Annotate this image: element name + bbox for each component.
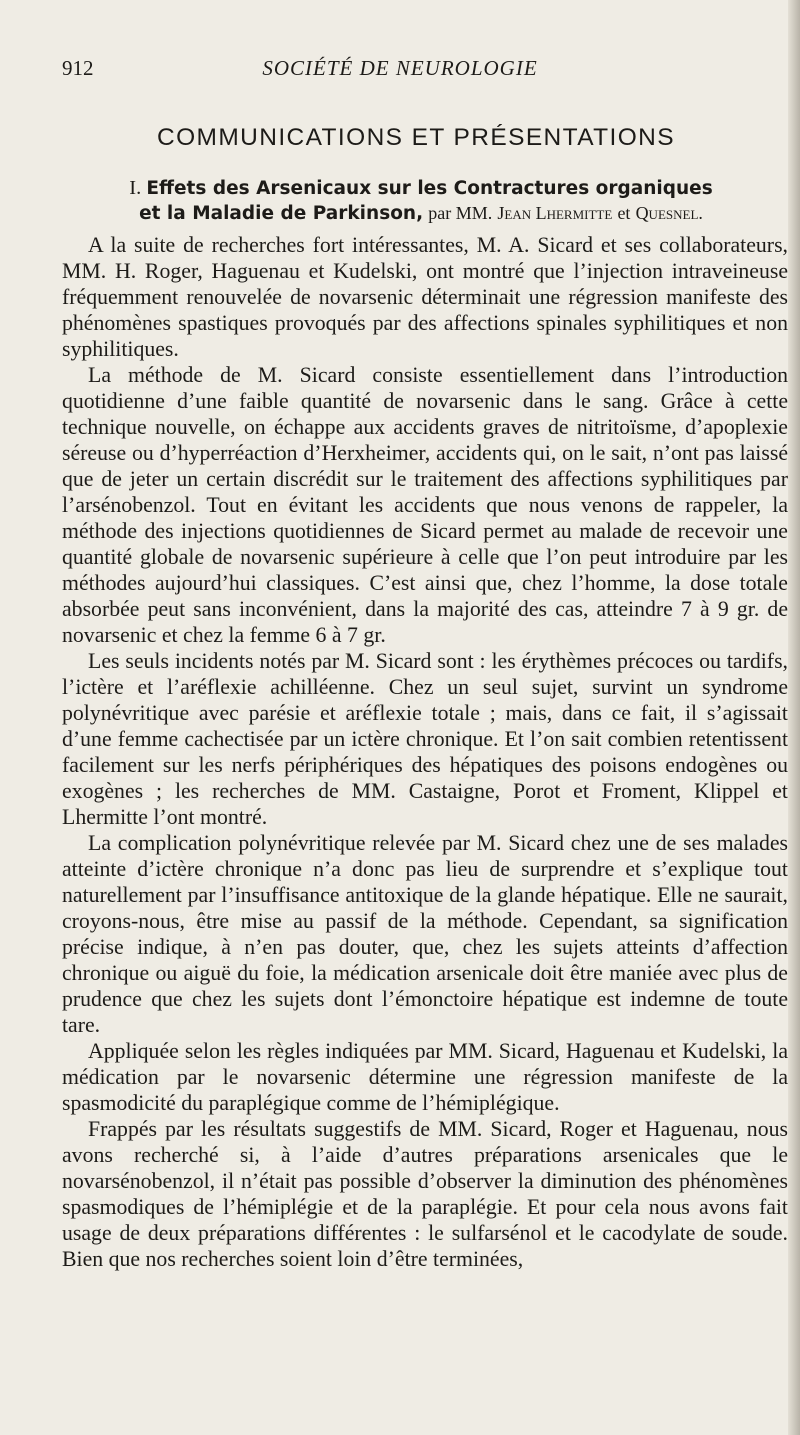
page-edge <box>788 0 800 1435</box>
byline-prefix: par MM. <box>428 203 493 223</box>
author-1: Jean Lhermitte <box>497 203 613 223</box>
running-title: SOCIÉTÉ DE NEUROLOGIE <box>262 56 538 80</box>
paragraph: La complication polynévritique relevée par M. Sicard chez une de ses malades atteinte d’ictère chronique n’a donc pas lieu de surprendre et s’explique tout naturellement par l’insuffisance antitoxique de la glande hépatique. Elle ne saurait, croyons-nous, être mise au passif de la méthode. Cependant, sa signification précise indique, à n’en pas douter, que, chez les sujets atteints d’affection chronique ou aiguë du foie, la médication arsenicale doit être maniée avec plus de prudence que chez les sujets dont l’émonctoire hépatique est indemne de toute tare. <box>62 831 788 1037</box>
paragraph: Appliquée selon les règles indiquées par MM. Sicard, Haguenau et Kudelski, la médication par le novarsenic détermine une régression manifeste de la spasmodicité du paraplégique comme de l’hémiplégique. <box>62 1039 788 1115</box>
article-title-line2: et la Maladie de Parkinson, <box>139 203 424 224</box>
article-body <box>62 232 788 1272</box>
article-title-line1: Effets des Arsenicaux sur les Contractures organiques <box>146 178 713 199</box>
paragraph: La méthode de M. Sicard consiste essentiellement dans l’introduction quotidienne d’une faible quantité de novarsenic dans le sang. Grâce à cette technique nouvelle, on échappe aux accidents graves de nitritoïsme, d’apoplexie séreuse ou d’hyperréaction d’Herxheimer, accidents qui, on le sait, n’ont pas laissé que de jeter un certain discrédit sur le traitement des affections syphilitiques par l’arsénobenzol. Tout en évitant les accidents que nous venons de rappeler, la méthode des injections quotidiennes de Sicard permet au malade de recevoir une quantité globale de novarsenic supérieure à celle que l’on peut introduire par les méthodes aujourd’hui classiques. C’est ainsi que, chez l’homme, la dose totale absorbée peut sans inconvénient, dans la majorité des cas, atteindre 7 à 9 gr. de novarsenic et chez la femme 6 à 7 gr. <box>62 363 788 647</box>
article-number: I. <box>129 177 142 199</box>
byline-conjunction: et <box>617 203 631 223</box>
paragraph: Frappés par les résultats suggestifs de MM. Sicard, Roger et Haguenau, nous avons recherché si, à l’aide d’autres préparations arsenicales que le novarsénobenzol, il n’était pas possible d’observer la diminution des phénomènes spasmodiques de l’hémiplégie et de la paraplégie. Et pour cela nous avons fait usage de deux préparations différentes : le sulfarsénol et le cacodylate de soude. Bien que nos recherches soient loin d’être terminées, <box>62 1117 788 1271</box>
paragraph: Les seuls incidents notés par M. Sicard sont : les érythèmes précoces ou tardifs, l’ictère et l’aréflexie achilléenne. Chez un seul sujet, survint un syndrome polynévritique avec parésie et aréflexie totale ; mais, dans ce fait, il s’agissait d’une femme cachectisée par un ictère chronique. Et l’on sait combien retentissent facilement sur les nerfs périphériques des hépatiques des poisons endogènes ou exogènes ; les recherches de MM. Castaigne, Porot et Froment, Klippel et Lhermitte l’ont montré. <box>62 649 788 829</box>
author-2: Quesnel. <box>635 203 703 223</box>
page-number: 912 <box>62 56 94 80</box>
running-header <box>62 56 778 86</box>
section-title: COMMUNICATIONS ET PRÉSENTATIONS <box>156 124 675 151</box>
paragraph: A la suite de recherches fort intéressantes, M. A. Sicard et ses collaborateurs, MM. H. Roger, Haguenau et Kudelski, ont montré que l’injection intraveineuse fréquemment renouvelée de novarsenic déterminait une régression manifeste des phénomènes spastiques provoqués par des affections spinales syphilitiques et non syphilitiques. <box>62 233 788 361</box>
article-title <box>62 176 780 226</box>
